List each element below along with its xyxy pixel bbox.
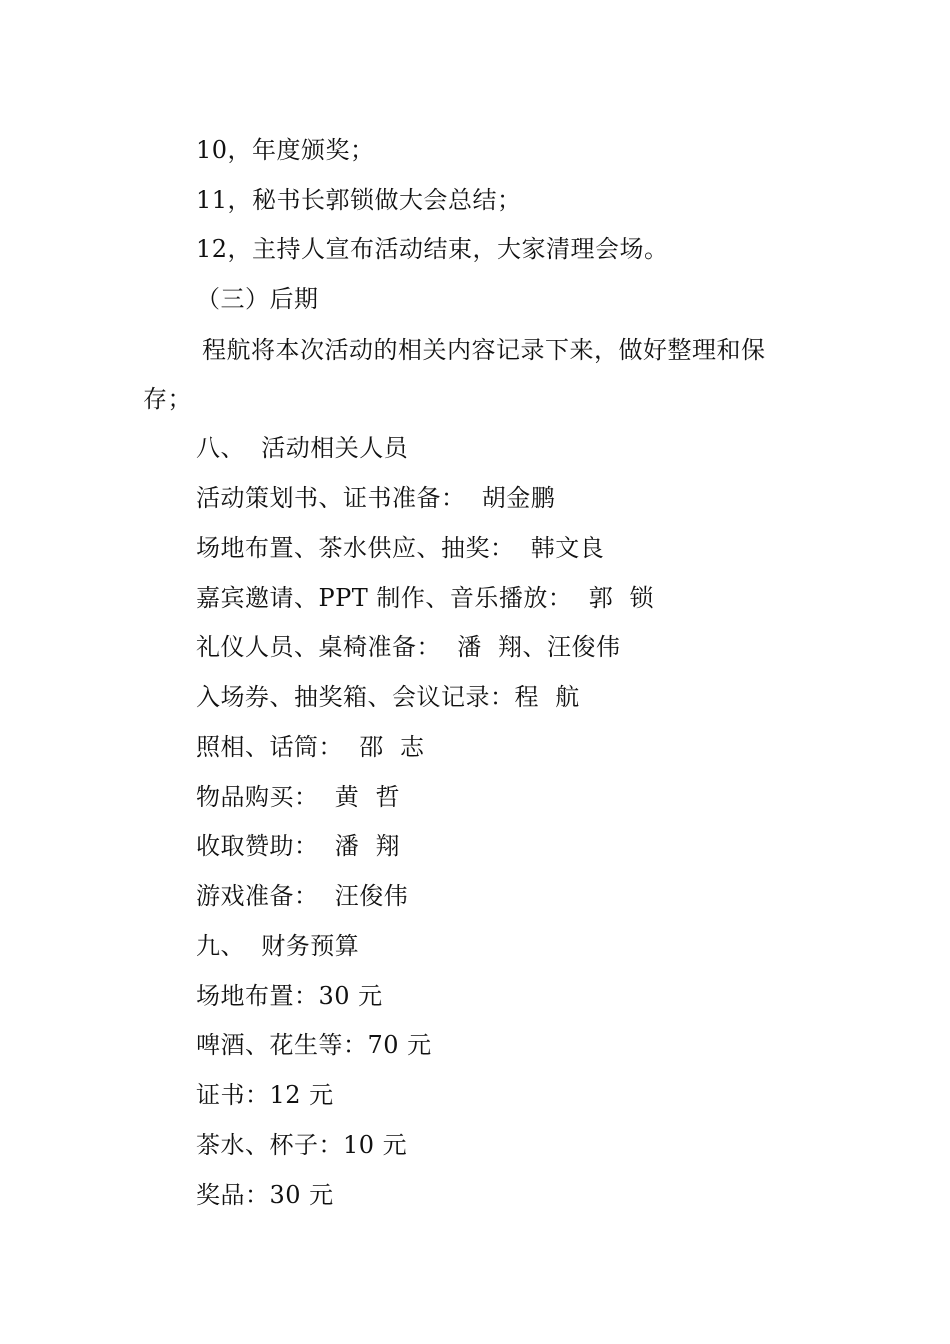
budget-item: 场地布置：30 元 bbox=[196, 982, 383, 1010]
agenda-item-11: 11，秘书长郭锁做大会总结； bbox=[196, 186, 522, 214]
paragraph-text-continued: 存； bbox=[143, 385, 192, 413]
budget-item: 啤酒、花生等：70 元 bbox=[196, 1031, 432, 1059]
budget-item: 奖品：30 元 bbox=[196, 1181, 334, 1209]
section-heading-staff: 八、 活动相关人员 bbox=[196, 434, 409, 462]
staff-item: 活动策划书、证书准备： 胡金鹏 bbox=[196, 484, 556, 512]
agenda-item-12: 12，主持人宣布活动结束，大家清理会场。 bbox=[196, 235, 669, 263]
paragraph-text: 程航将本次活动的相关内容记录下来，做好整理和保 bbox=[202, 336, 766, 364]
staff-item: 场地布置、茶水供应、抽奖： 韩文良 bbox=[196, 534, 605, 562]
staff-item: 礼仪人员、桌椅准备： 潘 翔、汪俊伟 bbox=[196, 633, 621, 661]
staff-item: 物品购买： 黄 哲 bbox=[196, 783, 401, 811]
staff-item: 收取赞助： 潘 翔 bbox=[196, 832, 401, 860]
budget-item: 茶水、杯子：10 元 bbox=[196, 1131, 408, 1159]
staff-item: 入场券、抽奖箱、会议记录：程 航 bbox=[196, 683, 580, 711]
staff-item: 照相、话筒： 邵 志 bbox=[196, 733, 425, 761]
budget-item: 证书：12 元 bbox=[196, 1081, 334, 1109]
section-heading-budget: 九、 财务预算 bbox=[196, 932, 360, 960]
staff-item: 嘉宾邀请、PPT 制作、音乐播放： 郭 锁 bbox=[196, 584, 654, 612]
staff-item: 游戏准备： 汪俊伟 bbox=[196, 882, 409, 910]
agenda-item-10: 10，年度颁奖； bbox=[196, 136, 375, 164]
section-heading-later-stage: （三）后期 bbox=[196, 285, 319, 313]
